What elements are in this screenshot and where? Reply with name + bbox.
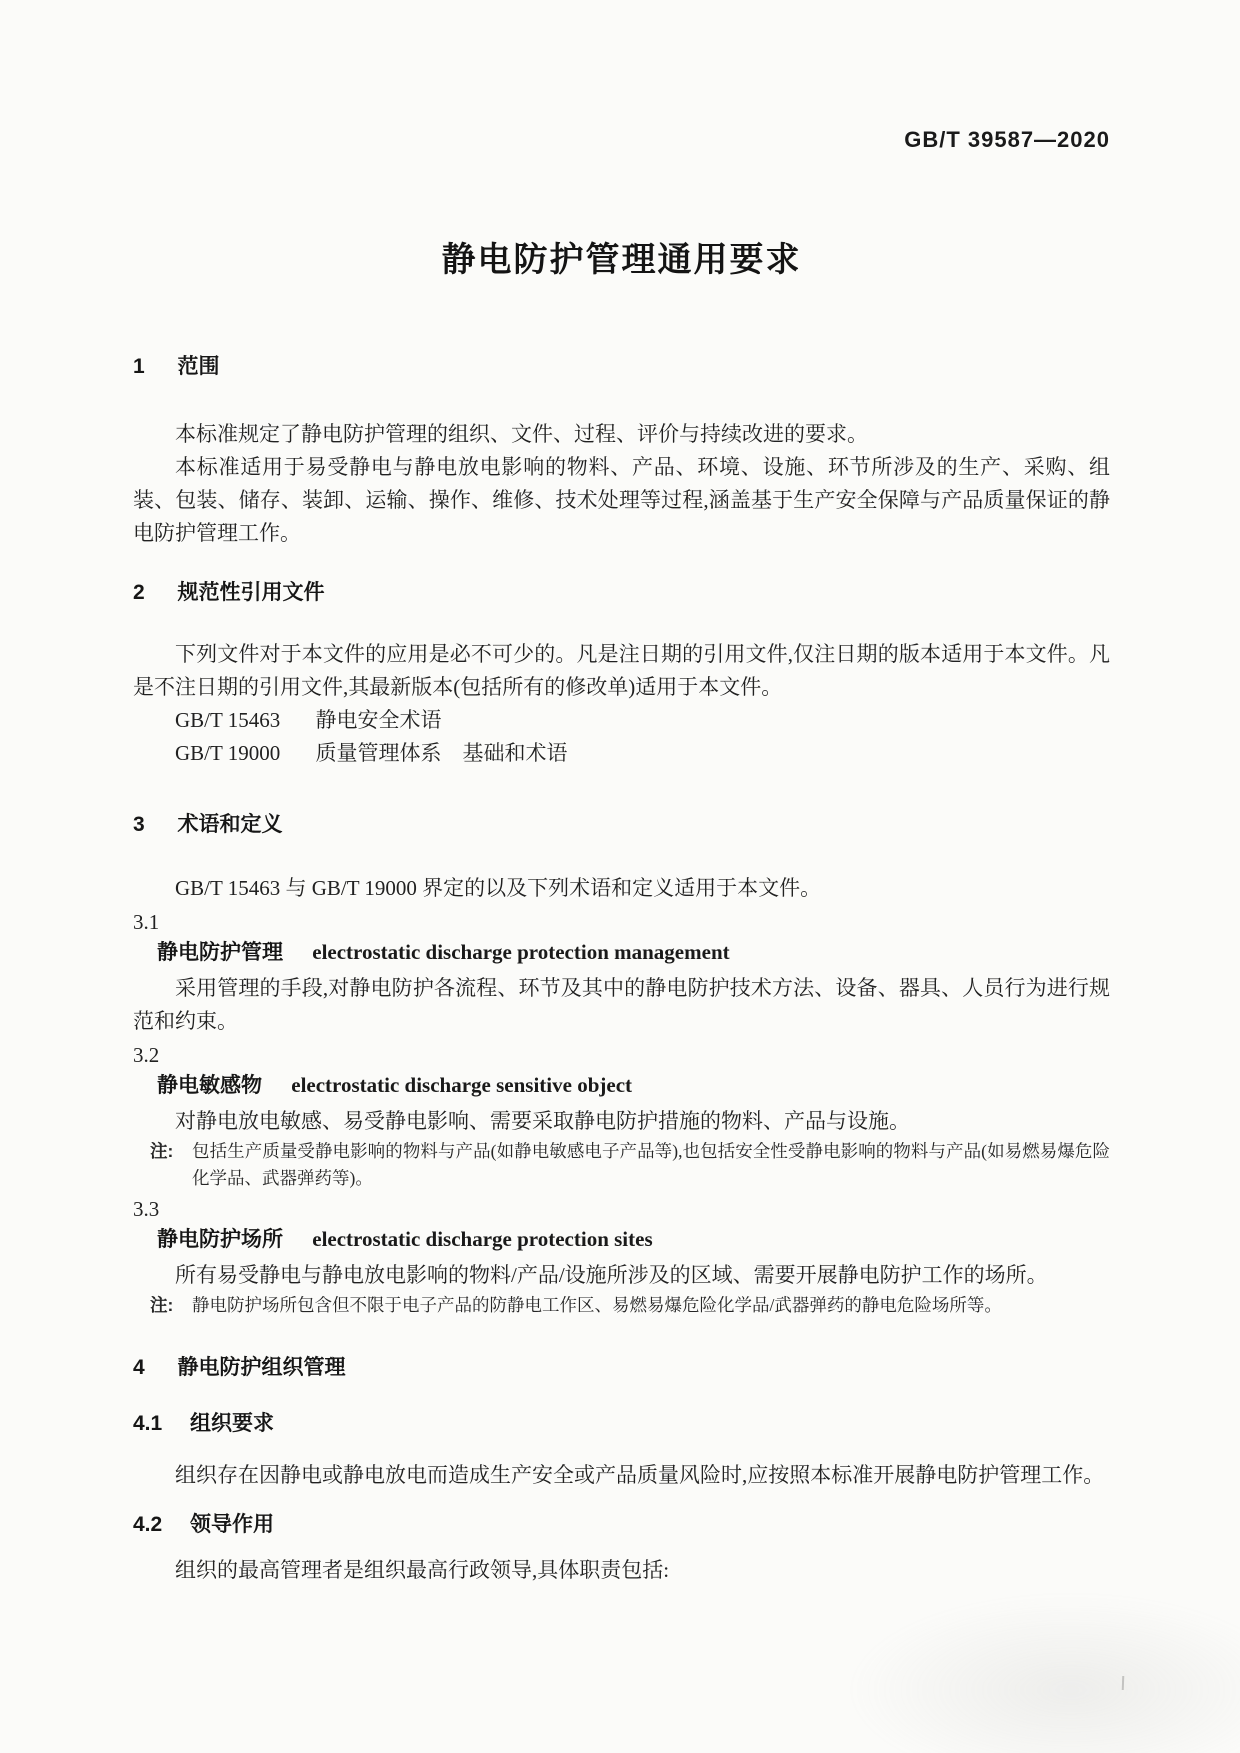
clause-4-1-heading <box>133 1411 1110 1437</box>
term-3-1-zh: 静电防护管理 <box>157 941 283 964</box>
clause-2-title: 规范性引用文件 <box>177 581 325 604</box>
clause-4-title: 静电防护组织管理 <box>177 1356 346 1379</box>
clause-3-number: 3 <box>133 813 145 836</box>
scan-tick-artifact <box>1122 1676 1124 1690</box>
document-title: 静电防护管理通用要求 <box>441 241 802 279</box>
term-3-3-number: 3.3 <box>133 1197 160 1221</box>
term-3-2-line <box>157 1070 1110 1101</box>
clause-1-paragraph-2: 本标准适用于易受静电与静电放电影响的物料、产品、环境、设施、环节所涉及的生产、采购、组装、包装、储存、装卸、运输、操作、维修、技术处理等过程,涵盖基于生产安全保障与产品质量保证的静电防护管理工作。 <box>133 455 1110 545</box>
term-3-2-note <box>133 1138 1110 1192</box>
clause-3-title: 术语和定义 <box>177 813 283 836</box>
scan-smudge-artifact <box>840 1591 1240 1753</box>
clause-1-number: 1 <box>133 355 145 378</box>
clause-4-2-title: 领导作用 <box>190 1513 275 1536</box>
standard-code: GB/T 39587—2020 <box>904 127 1110 152</box>
term-3-1-definition: 采用管理的手段,对静电防护各流程、环节及其中的静电防护技术方法、设备、器具、人员行为进行规范和约束。 <box>133 976 1110 1033</box>
term-3-3-note-label: 注: <box>150 1295 174 1315</box>
clause-2-section <box>133 580 1110 770</box>
clause-4-1-paragraph: 组织存在因静电或静电放电而造成生产安全或产品质量风险时,应按照本标准开展静电防护管理工作。 <box>175 1463 1105 1487</box>
term-3-2-note-text: 包括生产质量受静电影响的物料与产品(如静电敏感电子产品等),也包括安全性受静电影响的物料与产品(如易燃易爆危险化学品、武器弹药等)。 <box>192 1141 1110 1188</box>
term-3-2-zh: 静电敏感物 <box>157 1074 262 1097</box>
clause-1-title: 范围 <box>177 355 220 378</box>
term-3-1-en: electrostatic discharge protection management <box>312 940 730 964</box>
clause-4-2-paragraph: 组织的最高管理者是组织最高行政领导,具体职责包括: <box>175 1558 670 1582</box>
clause-3-heading <box>133 812 1110 838</box>
normative-reference-1-title: 静电安全术语 <box>315 708 442 732</box>
term-3-2-en: electrostatic discharge sensitive object <box>291 1073 633 1097</box>
clause-4-heading <box>133 1355 1110 1381</box>
clause-4-1-number: 4.1 <box>133 1412 163 1435</box>
term-3-1-line <box>157 937 1110 968</box>
clause-4-1-title: 组织要求 <box>190 1412 275 1435</box>
term-3-3-line <box>157 1224 1110 1255</box>
term-3-3-definition: 所有易受静电与静电放电影响的物料/产品/设施所涉及的区域、需要开展静电防护工作的场所。 <box>175 1263 1048 1287</box>
term-3-1-number: 3.1 <box>133 910 160 934</box>
clause-4-section <box>133 1355 1110 1587</box>
term-3-3-en: electrostatic discharge protection sites <box>312 1227 653 1251</box>
clause-2-number: 2 <box>133 581 145 604</box>
term-3-2-definition: 对静电放电敏感、易受静电影响、需要采取静电防护措施的物料、产品与设施。 <box>175 1109 910 1133</box>
clause-4-2-number: 4.2 <box>133 1513 163 1536</box>
normative-reference-2-title: 质量管理体系 基础和术语 <box>315 741 568 765</box>
normative-reference-1 <box>133 704 1110 737</box>
normative-reference-1-code: GB/T 15463 <box>175 708 281 732</box>
clause-2-paragraph-1: 下列文件对于本文件的应用是必不可少的。凡是注日期的引用文件,仅注日期的版本适用于本文件。凡是不注日期的引用文件,其最新版本(包括所有的修改单)适用于本文件。 <box>133 642 1110 699</box>
clause-2-heading <box>133 580 1110 606</box>
clause-1-paragraph-1: 本标准规定了静电防护管理的组织、文件、过程、评价与持续改进的要求。 <box>175 422 868 446</box>
term-3-2-note-label: 注: <box>150 1141 174 1161</box>
normative-reference-2-code: GB/T 19000 <box>175 741 281 765</box>
clause-3-section <box>133 812 1110 1319</box>
clause-3-intro: GB/T 15463 与 GB/T 19000 界定的以及下列术语和定义适用于本文件。 <box>175 876 822 900</box>
term-3-3-note-text: 静电防护场所包含但不限于电子产品的防静电工作区、易燃易爆危险化学品/武器弹药的静电危险场所等。 <box>192 1295 1002 1315</box>
clause-4-2-heading <box>133 1512 1110 1538</box>
term-3-2-number: 3.2 <box>133 1043 160 1067</box>
normative-reference-2 <box>133 737 1110 770</box>
clause-1-section <box>133 354 1110 550</box>
clause-1-heading <box>133 354 1110 380</box>
term-3-3-note <box>133 1292 1110 1319</box>
clause-4-number: 4 <box>133 1356 145 1379</box>
term-3-3-zh: 静电防护场所 <box>157 1228 283 1251</box>
